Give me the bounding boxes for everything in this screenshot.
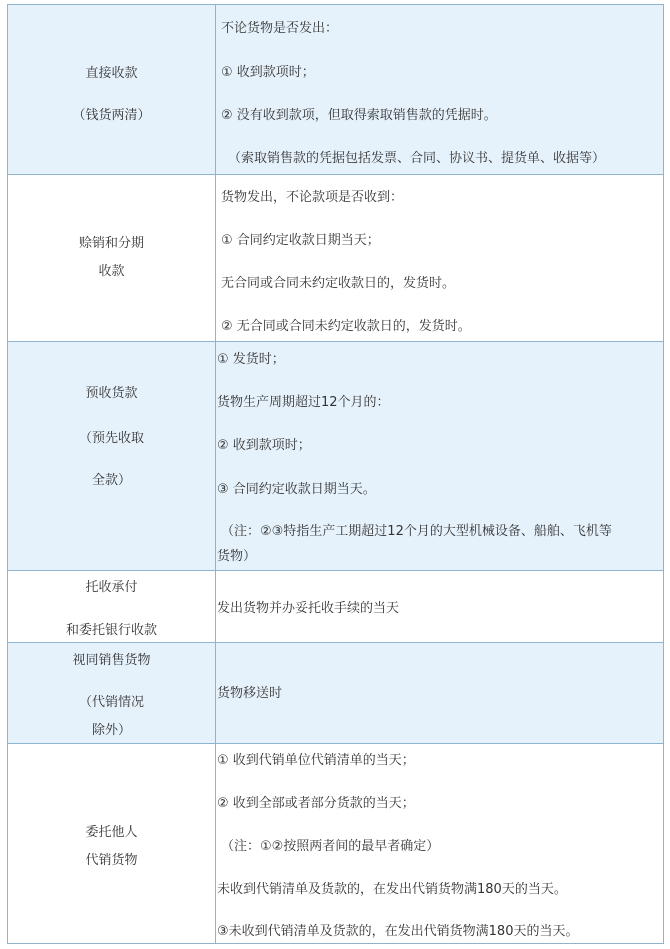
row-label-cell xyxy=(8,342,216,571)
row-label-line: 收款 xyxy=(98,264,125,279)
content-line: ① 合同约定收款日期当天； xyxy=(221,233,380,248)
row-content-cell xyxy=(216,342,664,571)
row-label-line: 直接收款 xyxy=(85,66,138,81)
content-line: ① 收到代销单位代销清单的当天； xyxy=(217,753,415,768)
content-line: ③ 合同约定收款日期当天。 xyxy=(217,482,376,497)
row-content-cell xyxy=(216,5,664,175)
row-label-cell xyxy=(8,5,216,175)
content-line: 货物发出，不论款项是否收到： xyxy=(221,190,404,205)
table-row xyxy=(8,643,664,744)
row-label-line: （预先收取 xyxy=(78,431,144,446)
content-line: 货物移送时 xyxy=(217,686,283,701)
row-label-cell xyxy=(8,744,216,944)
row-content-cell xyxy=(216,643,664,744)
row-label-line: 托收承付 xyxy=(85,580,138,595)
row-label-cell xyxy=(8,175,216,342)
row-label-line: 除外） xyxy=(91,723,131,738)
content-line: 无合同或合同未约定收款日的，发货时。 xyxy=(221,276,456,291)
content-line: ③未收到代销清单及货款的，在发出代销货物满180天的当天。 xyxy=(217,924,579,939)
row-label-cell xyxy=(8,571,216,643)
content-line: ② 收到款项时； xyxy=(217,438,311,453)
row-label-line: 视同销售货物 xyxy=(72,653,151,668)
row-label-line: （钱货两清） xyxy=(72,108,151,123)
table-row xyxy=(8,571,664,643)
row-label-line: （代销情况 xyxy=(78,695,144,710)
row-label-line: 代销货物 xyxy=(85,853,138,868)
row-content-cell xyxy=(216,744,664,944)
content-line: 发出货物并办妥托收手续的当天 xyxy=(217,601,400,616)
content-line: 货物） xyxy=(217,549,257,564)
content-line: ① 收到款项时； xyxy=(221,65,315,80)
tax-timing-table xyxy=(7,4,664,944)
row-label-cell xyxy=(8,643,216,744)
row-content-cell xyxy=(216,175,664,342)
content-line: （索取销售款的凭据包括发票、合同、协议书、提货单、收据等） xyxy=(228,151,606,166)
row-label-line: 全款） xyxy=(91,473,131,488)
table-row xyxy=(8,744,664,944)
row-content-cell xyxy=(216,571,664,643)
row-label-line: 委托他人 xyxy=(85,825,138,840)
content-line: ② 无合同或合同未约定收款日的，发货时。 xyxy=(221,319,471,334)
row-label-line: 和委托银行收款 xyxy=(65,623,157,638)
content-line: （注：②③特指生产工期超过12个月的大型机械设备、船舶、飞机等 xyxy=(221,524,612,539)
table-row xyxy=(8,5,664,175)
content-line: （注：①②按照两者间的最早者确定） xyxy=(221,839,440,854)
row-label-line: 预收货款 xyxy=(85,386,138,401)
content-line: 不论货物是否发出： xyxy=(221,21,339,36)
content-line: 货物生产周期超过12个月的： xyxy=(217,395,390,410)
content-line: ② 收到全部或者部分货款的当天； xyxy=(217,796,415,811)
content-line: ② 没有收到款项，但取得索取销售款的凭据时。 xyxy=(221,108,497,123)
table-row xyxy=(8,342,664,571)
row-label-line: 赊销和分期 xyxy=(78,236,144,251)
table-row xyxy=(8,175,664,342)
content-line: ① 发货时； xyxy=(217,352,285,367)
content-line: 未收到代销清单及货款的，在发出代销货物满180天的当天。 xyxy=(217,882,567,897)
